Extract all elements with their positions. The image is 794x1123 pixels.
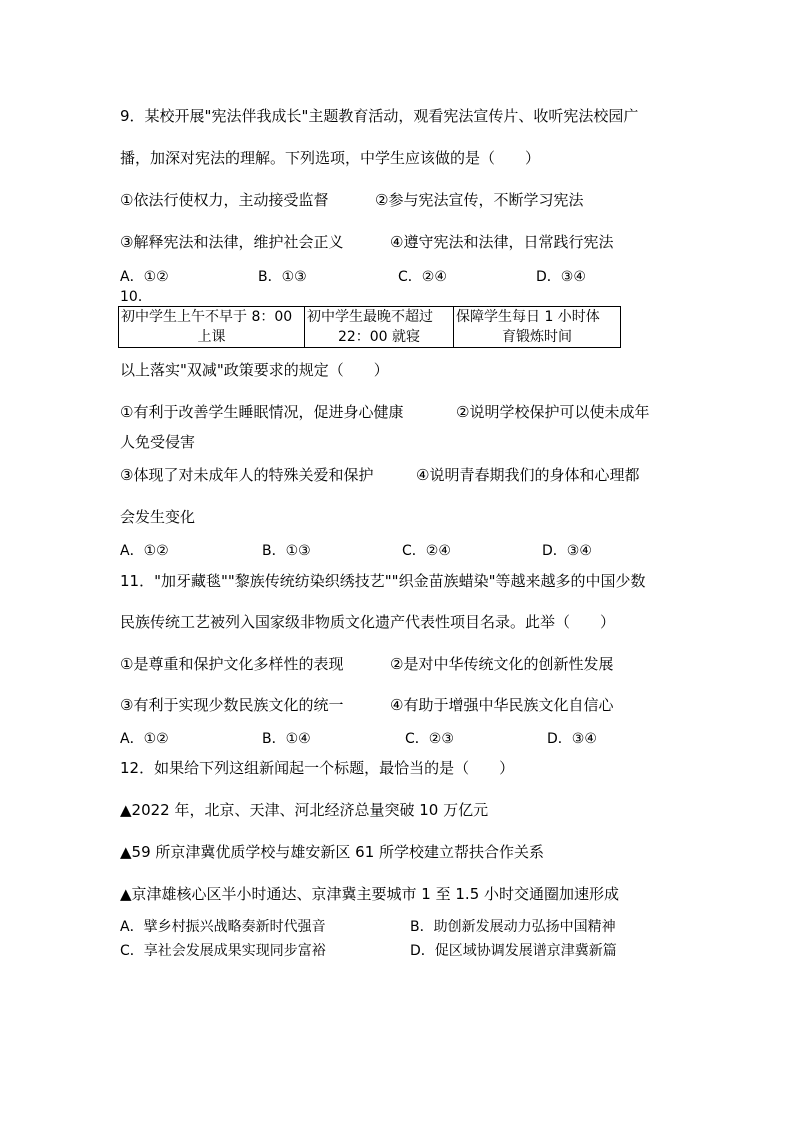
q9-option-a: A．①②	[120, 269, 169, 285]
q12-option-c: C．享社会发展成果实现同步富裕	[120, 943, 326, 959]
q11-option-d: D．③④	[547, 731, 597, 747]
q11-item-2: ②是对中华传统文化的创新性发展	[390, 655, 614, 673]
q10-item-2: ②说明学校保护可以使未成年	[456, 403, 650, 421]
q11-item-1: ①是尊重和保护文化多样性的表现	[120, 655, 344, 673]
q11-item-4: ④有助于增强中华民族文化自信心	[390, 696, 614, 714]
q10-item-4: ④说明青春期我们的身体和心理都	[416, 466, 640, 484]
table-cell-line: 22：00 就寝	[337, 329, 421, 345]
q11-option-a: A．①②	[120, 731, 169, 747]
q12-news-3: ▲京津雄核心区半小时通达、京津冀主要城市 1 至 1.5 小时交通圈加速形成	[120, 885, 620, 903]
q12-option-d: D．促区域协调发展谱京津冀新篇	[410, 943, 617, 959]
q9-stem-line2: 播，加深对宪法的理解。下列选项，中学生应该做的是（ ）	[120, 149, 541, 167]
q10-item-3: ③体现了对未成年人的特殊关爱和保护	[120, 466, 374, 484]
q10-option-a: A．①②	[120, 543, 169, 559]
q10-option-b: B．①③	[262, 543, 311, 559]
table-cell-line: 初中学生上午不早于 8：00	[121, 309, 293, 325]
q9-item-1: ①依法行使权力，主动接受监督	[120, 191, 329, 209]
table-cell	[119, 307, 305, 348]
q10-table	[118, 306, 621, 348]
table-row	[119, 307, 621, 348]
q11-option-c: C．②③	[405, 731, 454, 747]
q9-item-3: ③解释宪法和法律，维护社会正义	[120, 233, 344, 251]
q12-option-b: B．助创新发展动力弘扬中国精神	[410, 919, 616, 935]
q10-stem: 以上落实"双减"政策要求的规定（ ）	[120, 361, 389, 379]
q10-option-d: D．③④	[542, 543, 592, 559]
q11-stem-line1: 11．"加牙藏毯""黎族传统纺染织绣技艺""织金苗族蜡染"等越来越多的中国少数	[120, 572, 646, 590]
q10-option-c: C．②④	[402, 543, 451, 559]
table-cell-line: 保障学生每日 1 小时体	[456, 309, 600, 325]
q11-option-b: B．①④	[262, 731, 311, 747]
table-cell-line: 上课	[197, 329, 226, 345]
q11-item-3: ③有利于实现少数民族文化的统一	[120, 696, 344, 714]
table-cell	[454, 307, 621, 348]
q10-item-1: ①有利于改善学生睡眠情况，促进身心健康	[120, 403, 404, 421]
q9-stem-line1: 9．某校开展"宪法伴我成长"主题教育活动，观看宪法宣传片、收听宪法校园广	[120, 107, 639, 125]
q9-option-b: B．①③	[258, 269, 307, 285]
q12-stem: 12．如果给下列这组新闻起一个标题，最恰当的是（ ）	[120, 759, 515, 777]
table-cell-line: 初中学生最晚不超过	[307, 309, 433, 325]
q11-stem-line2: 民族传统工艺被列入国家级非物质文化遗产代表性项目名录。此举（ ）	[120, 613, 616, 631]
q9-option-d: D．③④	[536, 269, 586, 285]
q9-item-2: ②参与宪法宣传，不断学习宪法	[375, 191, 584, 209]
table-cell-line: 育锻炼时间	[502, 329, 572, 345]
q9-item-4: ④遵守宪法和法律，日常践行宪法	[390, 233, 614, 251]
q10-item-4-cont: 会发生变化	[120, 508, 196, 526]
q12-news-1: ▲2022 年，北京、天津、河北经济总量突破 10 万亿元	[120, 801, 489, 819]
q10-number: 10．	[120, 289, 152, 305]
q12-option-a: A．擘乡村振兴战略奏新时代强音	[120, 919, 326, 935]
q12-news-2: ▲59 所京津冀优质学校与雄安新区 61 所学校建立帮扶合作关系	[120, 843, 545, 861]
q10-item-2-cont: 人免受侵害	[120, 433, 196, 451]
table-cell	[305, 307, 454, 348]
q9-option-c: C．②④	[398, 269, 447, 285]
